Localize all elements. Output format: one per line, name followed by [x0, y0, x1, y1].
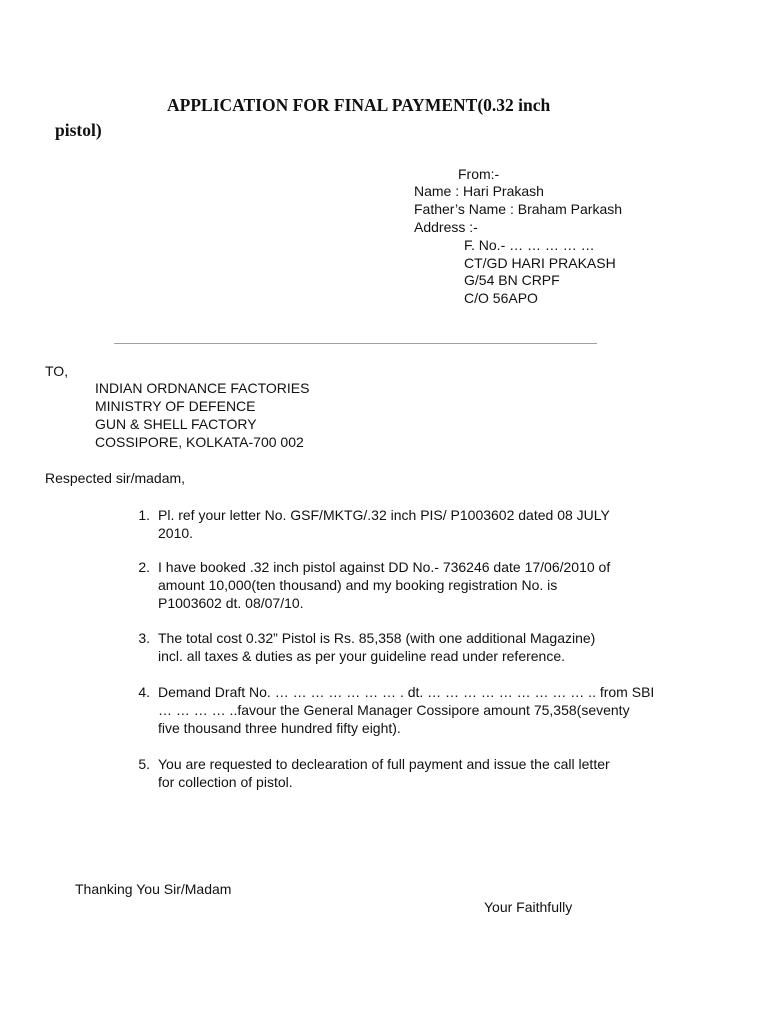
title-line-2: pistol): [55, 120, 102, 140]
recipient-line: GUN & SHELL FACTORY: [95, 416, 257, 432]
recipient-line: INDIAN ORDNANCE FACTORIES: [95, 380, 310, 396]
list-item-line: 2010.: [158, 525, 194, 541]
list-item-line: … … … … ..favour the General Manager Cossipore amount 75,358(seventy: [158, 702, 630, 718]
list-item-line: You are requested to declearation of full payment and issue the call letter: [158, 756, 610, 772]
list-item-number: 1.: [138, 507, 150, 523]
salutation: Respected sir/madam,: [45, 470, 186, 486]
list-item-line: incl. all taxes & duties as per your guideline read under reference.: [158, 648, 566, 664]
list-item-line: Demand Draft No. … … … … … … … . dt. … … … … … … … … … .. from SBI: [158, 684, 655, 700]
address-line: CT/GD HARI PRAKASH: [464, 255, 616, 271]
list-item-line: for collection of pistol.: [158, 774, 293, 790]
list-item-line: five thousand three hundred fifty eight).: [158, 720, 401, 736]
address-line: G/54 BN CRPF: [464, 272, 560, 288]
to-label: TO,: [45, 363, 69, 379]
title-line-1: APPLICATION FOR FINAL PAYMENT(0.32 inch: [167, 95, 551, 115]
list-item-number: 3.: [138, 630, 150, 646]
closing-thanks: Thanking You Sir/Madam: [75, 881, 232, 897]
list-item-line: I have booked .32 inch pistol against DD No.- 736246 date 17/06/2010 of: [158, 559, 611, 575]
sender-name: Name : Hari Prakash: [414, 183, 544, 199]
list-item-text: [158, 629, 658, 665]
list-item-text: [158, 506, 658, 542]
list-item-number: 5.: [138, 756, 150, 772]
list-item-text: [158, 755, 658, 791]
horizontal-divider: [114, 343, 597, 344]
recipient-line: MINISTRY OF DEFENCE: [95, 398, 256, 414]
address-label: Address :-: [414, 219, 478, 235]
address-line: F. No.- … … … … …: [464, 237, 595, 253]
list-item-line: Pl. ref your letter No. GSF/MKTG/.32 inch PIS/ P1003602 dated 08 JULY: [158, 507, 610, 523]
list-item-line: amount 10,000(ten thousand) and my booking registration No. is: [158, 577, 558, 593]
from-heading: From:-: [458, 166, 500, 182]
list-item-number: 4.: [138, 684, 150, 700]
list-item-text: [158, 558, 658, 612]
recipient-line: COSSIPORE, KOLKATA-700 002: [95, 434, 304, 450]
list-item-number: 2.: [138, 559, 150, 575]
address-line: C/O 56APO: [464, 290, 538, 306]
list-item-text: [158, 683, 658, 737]
list-item-line: The total cost 0.32” Pistol is Rs. 85,358 (with one additional Magazine): [158, 630, 596, 646]
sender-father-name: Father’s Name : Braham Parkash: [414, 201, 623, 217]
closing-signoff: Your Faithfully: [484, 899, 573, 915]
list-item-line: P1003602 dt. 08/07/10.: [158, 595, 304, 611]
